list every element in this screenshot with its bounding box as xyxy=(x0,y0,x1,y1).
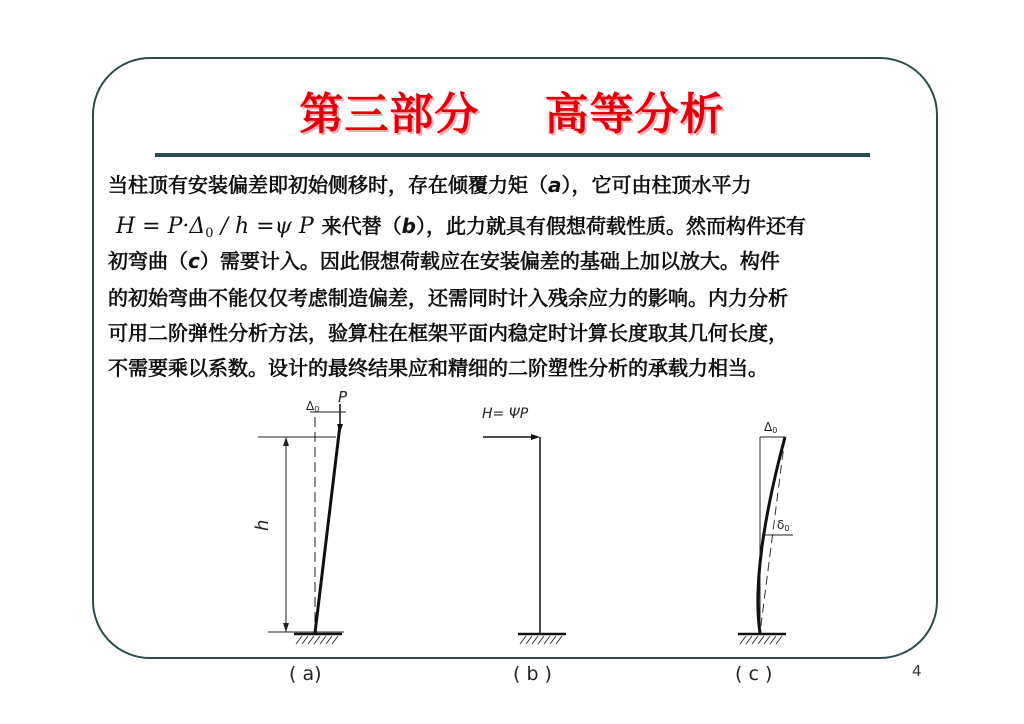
dimension-arrow-bottom xyxy=(283,623,289,632)
text-segment: ）需要计入。因此假想荷载应在安装偏差的基础上加以放大。构件 xyxy=(199,249,780,273)
bow-label: δ0 xyxy=(777,518,790,533)
slide-title: 第三部分 高等分析 xyxy=(299,89,725,140)
text-segment: 来代替（ xyxy=(321,214,402,238)
text-segment: ），此力就具有假想荷载性质。然而构件还有 xyxy=(415,214,806,238)
delta-label: Δ0 xyxy=(306,399,320,414)
load-p-label: P xyxy=(338,388,348,406)
figure-b xyxy=(482,406,566,644)
ground-hatch xyxy=(520,636,562,644)
figure-a xyxy=(252,388,348,644)
figure-ref-c: c xyxy=(188,249,200,273)
formula-part: H = P·Δ xyxy=(116,214,206,239)
page-number: 4 xyxy=(912,662,922,680)
formula-part: / h =ψ P xyxy=(213,214,314,239)
caption-b: ( b ) xyxy=(513,663,552,685)
figure-c xyxy=(738,420,793,644)
caption-c: ( c ) xyxy=(735,663,773,685)
horizontal-load-label: H= ΨP xyxy=(482,406,529,422)
delta-label: Δ0 xyxy=(764,420,778,435)
paragraph-line-4: 的初始弯曲不能仅仅考虑制造偏差，还需同时计入残余应力的影响。内力分析 xyxy=(108,286,788,310)
paragraph-line-5: 可用二阶弹性分析方法，验算柱在框架平面内稳定时计算长度取其几何长度， xyxy=(108,321,788,345)
text-segment: ），它可由柱顶水平力 xyxy=(561,173,752,197)
figure-ref-b: b xyxy=(401,214,416,238)
height-label: h xyxy=(252,519,273,531)
displaced-column xyxy=(315,425,340,633)
text-segment: 当柱顶有安装偏差即初始侧移时，存在倾覆力矩（ xyxy=(108,173,548,197)
ground-hatch xyxy=(740,636,782,644)
dimension-arrow-top xyxy=(283,437,289,446)
figure-ref-a: a xyxy=(548,173,562,197)
formula-subscript: 0 xyxy=(205,226,214,241)
ground-hatch xyxy=(296,636,338,644)
paragraph-line-6: 不需要乘以系数。设计的最终结果应和精细的二阶塑性分析的承载力相当。 xyxy=(108,356,768,380)
text-segment: 初弯曲（ xyxy=(108,249,188,273)
horizontal-load-arrowhead xyxy=(531,434,540,440)
caption-a: ( a) xyxy=(289,663,322,685)
